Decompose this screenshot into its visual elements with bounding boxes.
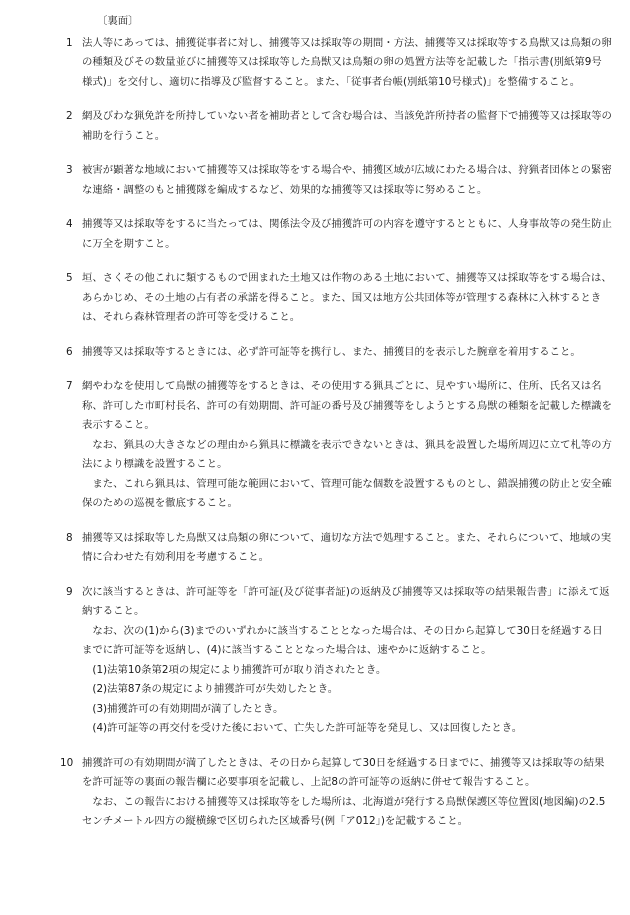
list-item-10: [60, 754, 612, 832]
item-number: 1: [66, 36, 73, 49]
item-number: 4: [66, 218, 73, 230]
item-paragraph: 捕獲等又は採取等した鳥獣又は鳥類の卵について、適切な方法で処理すること。また、それらについて、地域の実情に合わせた有効利用を考慮すること。: [82, 531, 612, 563]
item-paragraph: 捕獲等又は採取等するときには、必ず許可証等を携行し、また、捕獲目的を表示した腕章を着用すること。: [82, 345, 581, 358]
item-number: 9: [66, 585, 73, 598]
item-paragraph-note: なお、この報告における捕獲等又は採取等をした場所は、北海道が発行する鳥獣保護区等位置図(地図編)の2.5センチメートル四方の縦横線で区切られた区域番号(例「ア012」)を記載すること。: [82, 795, 606, 827]
item-paragraph: 被害が顕著な地域において捕獲等又は採取等をする場合や、捕獲区域が広域にわたる場合は、狩猟者団体との緊密な連絡・調整のもと捕獲隊を編成するなど、効果的な捕獲等又は採取等に努めること。: [82, 164, 612, 196]
item-number: 5: [66, 272, 73, 284]
item-number: 7: [66, 380, 73, 392]
item-paragraph: 網やわなを使用して鳥獣の捕獲等をするときは、その使用する猟具ごとに、見やすい場所に、住所、氏名又は名称、許可した市町村長名、許可の有効期間、許可証の番号及び捕獲等をしようとする鳥獣の種類を記載した標識を表示すること。: [82, 380, 612, 431]
list-item-8: [68, 529, 612, 568]
item-number: 2: [66, 110, 73, 122]
item-paragraph-note: なお、次の(1)から(3)までのいずれかに該当することとなった場合は、その日から起算して30日を経過する日までに許可証等を返納し、(4)に該当することとなった場合は、速やかに返納すること。: [82, 624, 603, 656]
item-number: 8: [66, 531, 73, 544]
list-item-5: [68, 269, 612, 328]
sub-item: (1)法第10条第2項の規定により捕獲許可が取り消されたとき。: [92, 663, 387, 676]
item-paragraph: 法人等にあっては、捕獲従事者に対し、捕獲等又は採取等の期間・方法、捕獲等又は採取等する鳥獣又は鳥類の卵の種類及びその数量並びに捕獲等又は採取等した鳥獣又は鳥類の卵の処置方法等を記載した「指示書(別紙第9号様式)」を交付し、適切に指導及び監督すること。また、「従事者台帳(別紙第10号様式)」を整備すること。: [82, 36, 612, 88]
list-item-2: [68, 107, 612, 146]
item-paragraph: 捕獲等又は採取等をするに当たっては、関係法令及び捕獲許可の内容を遵守するとともに、人身事故等の発生防止に万全を期すこと。: [82, 218, 612, 250]
sub-item: (4)許可証等の再交付を受けた後において、亡失した許可証等を発見し、又は回復したとき。: [92, 722, 523, 734]
list-item-9: [68, 583, 612, 739]
sub-item: (3)捕獲許可の有効期間が満了したとき。: [92, 702, 284, 715]
sub-item: (2)法第87条の規定により捕獲許可が失効したとき。: [92, 683, 339, 695]
list-item-1: [68, 34, 612, 93]
item-number: 10: [60, 756, 74, 769]
page-heading: 〔裏面〕: [97, 15, 139, 27]
item-paragraph-note: なお、猟具の大きさなどの理由から猟具に標識を表示できないときは、猟具を設置した場所周辺に立て札等の方法により標識を設置すること。: [82, 438, 612, 470]
document-page: [60, 12, 612, 847]
item-paragraph-note: また、これら猟具は、管理可能な範囲において、管理可能な個数を設置するものとし、錯誤捕獲の防止と安全確保のための巡視を徹底すること。: [82, 477, 612, 509]
item-paragraph: 垣、さくその他これに類するもので囲まれた土地又は作物のある土地において、捕獲等又は採取等をする場合は、あらかじめ、その土地の占有者の承諾を得ること。また、国又は地方公共団体等が管理する森林に入林するときは、それら森林管理者の許可等を受けること。: [82, 272, 612, 323]
item-number: 6: [66, 345, 73, 358]
item-number: 3: [66, 164, 73, 176]
item-paragraph: 捕獲許可の有効期間が満了したときは、その日から起算して30日を経過する日までに、捕獲等又は採取等の結果を許可証等の裏面の報告欄に必要事項を記載し、上記8の許可証等の返納に併せて報告すること。: [82, 756, 605, 788]
list-item-3: [68, 161, 612, 200]
item-paragraph: 次に該当するときは、許可証等を「許可証(及び従事者証)の返納及び捕獲等又は採取等の結果報告書」に添えて返納すること。: [82, 585, 610, 617]
list-item-4: [68, 215, 612, 254]
list-item-6: [68, 343, 612, 363]
item-paragraph: 網及びわな猟免許を所持していない者を補助者として含む場合は、当該免許所持者の監督下で捕獲等又は採取等の補助を行うこと。: [82, 110, 612, 142]
list-item-7: [68, 377, 612, 514]
